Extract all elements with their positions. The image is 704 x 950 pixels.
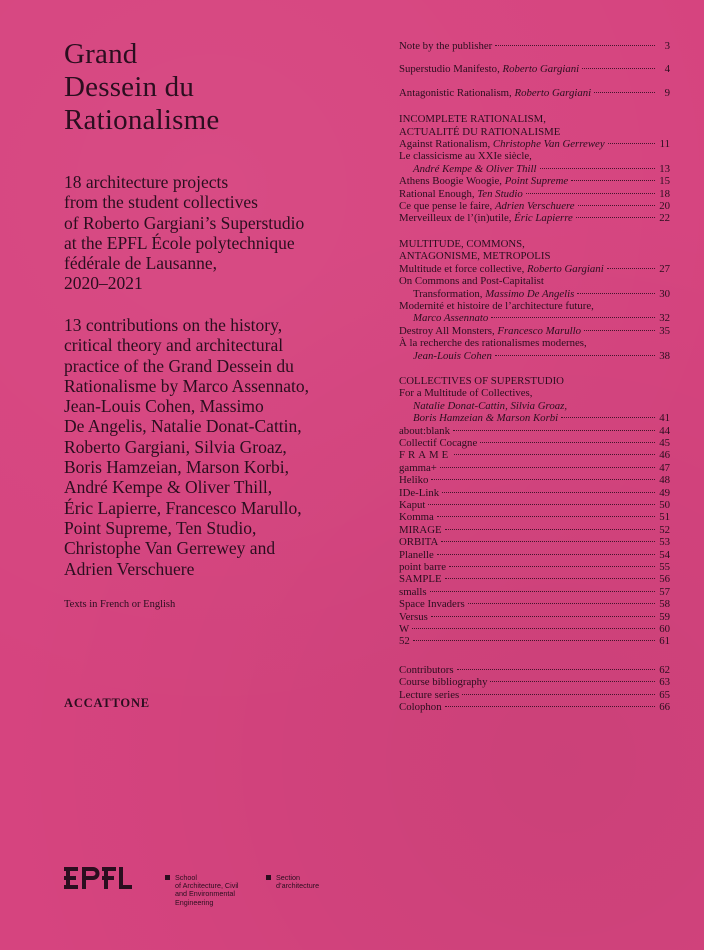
leader-dots xyxy=(571,180,655,181)
toc-entry-title: Kaput xyxy=(399,499,426,511)
leader-dots xyxy=(457,669,655,670)
contrib-line: Boris Hamzeian, Marson Korbi, xyxy=(64,457,290,478)
toc-entry-title: À la recherche des rationalismes modernes, xyxy=(399,337,587,350)
toc-page-number: 4 xyxy=(664,63,670,76)
footer-line: and Environmental xyxy=(175,889,235,899)
toc-page-number: 11 xyxy=(659,138,670,151)
leader-dots xyxy=(526,193,655,194)
toc-entry-author: André Kempe & Oliver Thill xyxy=(413,162,537,175)
toc-entry-title: Le classicisme au XXIe siècle, xyxy=(399,150,532,163)
title-line: Rationalisme xyxy=(64,104,220,136)
toc-section-collectives xyxy=(399,375,670,648)
toc-entry xyxy=(399,325,670,337)
toc-page-number: 47 xyxy=(659,461,670,474)
toc-entry-author: Roberto Gargiani xyxy=(502,63,580,76)
toc-entry-title: On Commons and Post-Capitalist xyxy=(399,275,544,288)
toc-page-number: 48 xyxy=(659,474,670,487)
leader-dots xyxy=(442,492,655,493)
toc-entry xyxy=(399,138,670,150)
toc-page-number: 62 xyxy=(659,663,670,676)
toc-page-number: 9 xyxy=(664,86,670,99)
toc-page-number: 45 xyxy=(659,436,670,449)
toc-entry-title: Note by the publisher xyxy=(399,40,493,52)
contrib-line: critical theory and architectural xyxy=(64,335,284,356)
toc-entry xyxy=(399,188,670,200)
toc-entry xyxy=(399,175,670,187)
language-note: Texts in French or English xyxy=(64,599,176,610)
leader-dots xyxy=(607,268,655,269)
contrib-line: Roberto Gargiani, Silvia Groaz, xyxy=(64,436,287,457)
subtitle-line: 18 architecture projects xyxy=(64,172,229,192)
toc-entry xyxy=(399,350,670,362)
toc-entry xyxy=(399,511,670,523)
toc-page-number: 15 xyxy=(659,175,670,188)
leader-dots xyxy=(412,628,655,629)
square-bullet-icon xyxy=(266,875,271,880)
toc-entry-author: Massimo De Angelis xyxy=(485,287,575,300)
leader-dots xyxy=(480,442,655,443)
toc-page-number: 60 xyxy=(659,623,670,636)
toc-entry xyxy=(399,499,670,511)
contrib-line: De Angelis, Natalie Donat-Cattin, xyxy=(64,416,302,437)
section-heading: INCOMPLETE RATIONALISM, xyxy=(399,113,546,126)
section-heading: ACTUALITÉ DU RATIONALISME xyxy=(399,125,561,138)
subtitle-line: of Roberto Gargiani’s Superstudio xyxy=(64,212,305,233)
toc-entry xyxy=(399,524,670,536)
leader-dots xyxy=(441,541,655,542)
toc-entry-title: gamma+ xyxy=(399,461,437,474)
leader-dots xyxy=(431,479,655,480)
toc-entry xyxy=(399,549,670,561)
section-heading: MULTITUDE, COMMONS, xyxy=(399,237,525,250)
leader-dots xyxy=(495,45,655,46)
footer-line: Section xyxy=(276,873,300,882)
toc-entry-title: Colophon xyxy=(399,701,442,714)
toc-entry-title: Versus xyxy=(399,610,428,623)
toc-page-number: 44 xyxy=(659,424,670,437)
toc-entry-author: Adrien Verschuere xyxy=(494,200,575,213)
toc-page-number: 57 xyxy=(659,585,670,598)
toc-entry-title: about:blank xyxy=(399,424,450,437)
toc-entry xyxy=(399,462,670,474)
toc-entry xyxy=(399,63,670,75)
toc-page-number: 13 xyxy=(659,162,670,175)
toc-entry-title: IDe-Link xyxy=(399,486,440,499)
toc-entry-title: Komma xyxy=(399,511,434,524)
subtitle-line: at the EPFL École polytechnique xyxy=(64,232,295,253)
toc-entry-title: Transformation, xyxy=(413,287,486,300)
toc-entry-author: Jean-Louis Cohen xyxy=(413,349,492,362)
subtitle-line: 2020–2021 xyxy=(64,273,143,294)
toc-entry xyxy=(399,449,670,461)
toc-entry-title: Course bibliography xyxy=(399,676,488,689)
footer-line: Engineering xyxy=(175,897,214,907)
toc-entry-title: Space Invaders xyxy=(399,598,465,611)
toc-entry-title: Antagonistic Rationalism, xyxy=(399,86,515,99)
toc-page-number: 32 xyxy=(659,312,670,325)
toc-entry-author: Natalie Donat-Cattin, Silvia Groaz, xyxy=(413,399,568,412)
toc-entry-title: Planelle xyxy=(399,548,434,561)
toc-entry-title: Heliko xyxy=(399,474,429,487)
toc-entry-author: Francesco Marullo xyxy=(497,324,582,337)
toc-section-incomplete-rationalism xyxy=(399,113,670,225)
toc-page-number: 49 xyxy=(659,486,670,499)
toc-entry-author: Éric Lapierre xyxy=(514,212,573,225)
leader-dots xyxy=(584,330,655,331)
toc-page-number: 20 xyxy=(659,200,670,213)
toc-entry-title: SAMPLE xyxy=(399,573,442,586)
leader-dots xyxy=(453,430,655,431)
section-heading: ANTAGONISME, METROPOLIS xyxy=(399,250,551,263)
toc-entry-title: W xyxy=(399,623,410,636)
publisher-name: ACCATTONE xyxy=(64,696,150,710)
contrib-line: Adrien Verschuere xyxy=(64,558,195,579)
toc-page-number: 58 xyxy=(659,598,670,611)
toc-entry xyxy=(399,437,670,449)
toc-page-number: 46 xyxy=(659,449,670,462)
leader-dots xyxy=(561,417,655,418)
leader-dots xyxy=(437,516,655,517)
leader-dots xyxy=(462,694,655,695)
toc-entry-title: Athens Boogie Woogie, xyxy=(399,175,505,188)
toc-entry-title: For a Multitude of Collectives, xyxy=(399,387,533,400)
toc-entry-title: ORBITA xyxy=(399,536,439,549)
toc-entry xyxy=(399,586,670,598)
leader-dots xyxy=(445,706,655,707)
toc-page-number: 30 xyxy=(659,287,670,300)
toc-entry xyxy=(399,163,670,175)
toc-page-number: 35 xyxy=(659,324,670,337)
subtitle-line: fédérale de Lausanne, xyxy=(64,253,218,274)
toc-entry xyxy=(399,87,670,99)
leader-dots xyxy=(445,578,655,579)
title-line: Grand xyxy=(64,38,138,70)
toc-entry-author: Ten Studio xyxy=(477,187,523,200)
toc-entry xyxy=(399,536,670,548)
toc-page-number: 51 xyxy=(659,511,670,524)
toc-page-number: 56 xyxy=(659,573,670,586)
toc-page-number: 63 xyxy=(659,676,670,689)
leader-dots xyxy=(437,554,655,555)
toc-page-number: 41 xyxy=(659,412,670,425)
toc-entry-author: Boris Hamzeian & Marson Korbi xyxy=(413,412,559,425)
toc-entry-title: Lecture series xyxy=(399,688,460,701)
toc-page-number: 52 xyxy=(659,523,670,536)
toc-page-number: 18 xyxy=(659,187,670,200)
toc-entry-title: 52 xyxy=(399,635,410,648)
leader-dots xyxy=(430,591,655,592)
toc-entry-author: Point Supreme xyxy=(504,175,569,188)
footer-line: d’architecture xyxy=(276,881,320,891)
leader-dots xyxy=(413,640,655,641)
toc-entry xyxy=(399,561,670,573)
toc-entry-title: smalls xyxy=(399,585,427,598)
toc-page-number: 3 xyxy=(664,40,670,52)
subtitle xyxy=(64,172,304,294)
contrib-line: Éric Lapierre, Francesco Marullo, xyxy=(64,497,302,518)
toc-page-number: 54 xyxy=(659,548,670,561)
leader-dots xyxy=(495,355,655,356)
toc-entry-title: MIRAGE xyxy=(399,523,442,536)
toc-entry xyxy=(399,611,670,623)
toc-entry xyxy=(399,312,670,324)
toc-page-number: 59 xyxy=(659,610,670,623)
toc-entry-title: Collectif Cocagne xyxy=(399,436,478,449)
toc-entry xyxy=(399,288,670,300)
back-matter-list xyxy=(399,664,670,714)
toc-entry-title: Multitude et force collective, xyxy=(399,262,528,275)
leader-dots xyxy=(582,68,655,69)
leader-dots xyxy=(445,529,655,530)
leader-dots xyxy=(449,566,655,567)
leader-dots xyxy=(594,92,655,93)
contrib-line: Jean-Louis Cohen, Massimo xyxy=(64,396,264,417)
toc-entry-title: Merveilleux de l’(in)utile, xyxy=(399,212,515,225)
contrib-line: practice of the Grand Dessein du xyxy=(64,355,294,376)
toc-entry-title: Rational Enough, xyxy=(399,187,478,200)
toc-entry-title: FRAME xyxy=(399,449,452,462)
toc-entry-title: Contributors xyxy=(399,663,454,676)
contributions-description xyxy=(64,315,309,579)
toc-entry xyxy=(399,635,670,647)
contrib-line: Point Supreme, Ten Studio, xyxy=(64,517,257,538)
toc-back-matter xyxy=(399,664,670,714)
leader-dots xyxy=(540,168,655,169)
toc-front-matter xyxy=(399,40,670,99)
toc-entry-title: Modernité et histoire de l’architecture future, xyxy=(399,299,594,312)
leader-dots xyxy=(608,143,655,144)
toc-entry xyxy=(399,40,670,52)
toc-page-number: 22 xyxy=(659,212,670,225)
toc-entry xyxy=(399,664,670,676)
toc-entry-title: point barre xyxy=(399,561,447,574)
contrib-line: Rationalisme by Marco Assennato, xyxy=(64,375,309,396)
toc-page-number: 66 xyxy=(659,701,670,714)
toc-entry xyxy=(399,623,670,635)
title-line: Dessein du xyxy=(64,71,195,103)
toc-page-number: 38 xyxy=(659,349,670,362)
toc-section-multitude xyxy=(399,238,670,362)
section-label xyxy=(266,874,319,890)
toc-page-number: 53 xyxy=(659,536,670,549)
toc-entry xyxy=(399,689,670,701)
toc-entry xyxy=(399,598,670,610)
leader-dots xyxy=(577,293,655,294)
table-of-contents xyxy=(399,40,670,725)
contrib-line: Christophe Van Gerrewey and xyxy=(64,538,276,559)
subtitle-line: from the student collectives xyxy=(64,192,258,213)
section-heading: COLLECTIVES OF SUPERSTUDIO xyxy=(399,374,564,387)
toc-entry-title: Ce que pense le faire, xyxy=(399,200,495,213)
toc-entry xyxy=(399,200,670,212)
footer-line: School xyxy=(175,873,197,882)
toc-entry xyxy=(399,263,670,275)
toc-entry xyxy=(399,212,670,224)
book-title xyxy=(64,38,219,137)
leader-dots xyxy=(468,603,655,604)
toc-entry xyxy=(399,487,670,499)
toc-page-number: 55 xyxy=(659,561,670,574)
toc-entry xyxy=(399,425,670,437)
toc-page-number: 50 xyxy=(659,499,670,511)
school-label xyxy=(165,874,239,907)
leader-dots xyxy=(428,504,655,505)
toc-page-number: 65 xyxy=(659,688,670,701)
contrib-line: André Kempe & Oliver Thill, xyxy=(64,477,273,498)
leader-dots xyxy=(491,317,655,318)
toc-entry-title: Superstudio Manifesto, xyxy=(399,63,503,76)
toc-entry-author: Marco Assennato xyxy=(413,312,489,325)
toc-entry-author: Roberto Gargiani xyxy=(514,86,592,99)
square-bullet-icon xyxy=(165,875,170,880)
toc-entry xyxy=(399,474,670,486)
toc-entry-title: Destroy All Monsters, xyxy=(399,324,498,337)
leader-dots xyxy=(578,205,655,206)
toc-entry xyxy=(399,573,670,585)
toc-entry xyxy=(399,701,670,713)
epfl-logo xyxy=(64,867,132,889)
toc-entry-author: Christophe Van Gerrewey xyxy=(492,138,605,151)
leader-dots xyxy=(490,681,655,682)
toc-entry-title: Against Rationalism, xyxy=(399,138,493,151)
leader-dots xyxy=(440,467,655,468)
toc-page-number: 61 xyxy=(659,635,670,648)
collectives-list xyxy=(399,425,670,648)
leader-dots xyxy=(454,454,655,455)
contrib-line: 13 contributions on the history, xyxy=(64,315,283,335)
toc-entry xyxy=(399,412,670,424)
toc-page-number: 27 xyxy=(659,262,670,275)
leader-dots xyxy=(431,616,655,617)
toc-entry-author: Roberto Gargiani xyxy=(527,262,604,275)
footer-line: of Architecture, Civil xyxy=(175,881,239,891)
toc-entry xyxy=(399,676,670,688)
leader-dots xyxy=(576,217,655,218)
